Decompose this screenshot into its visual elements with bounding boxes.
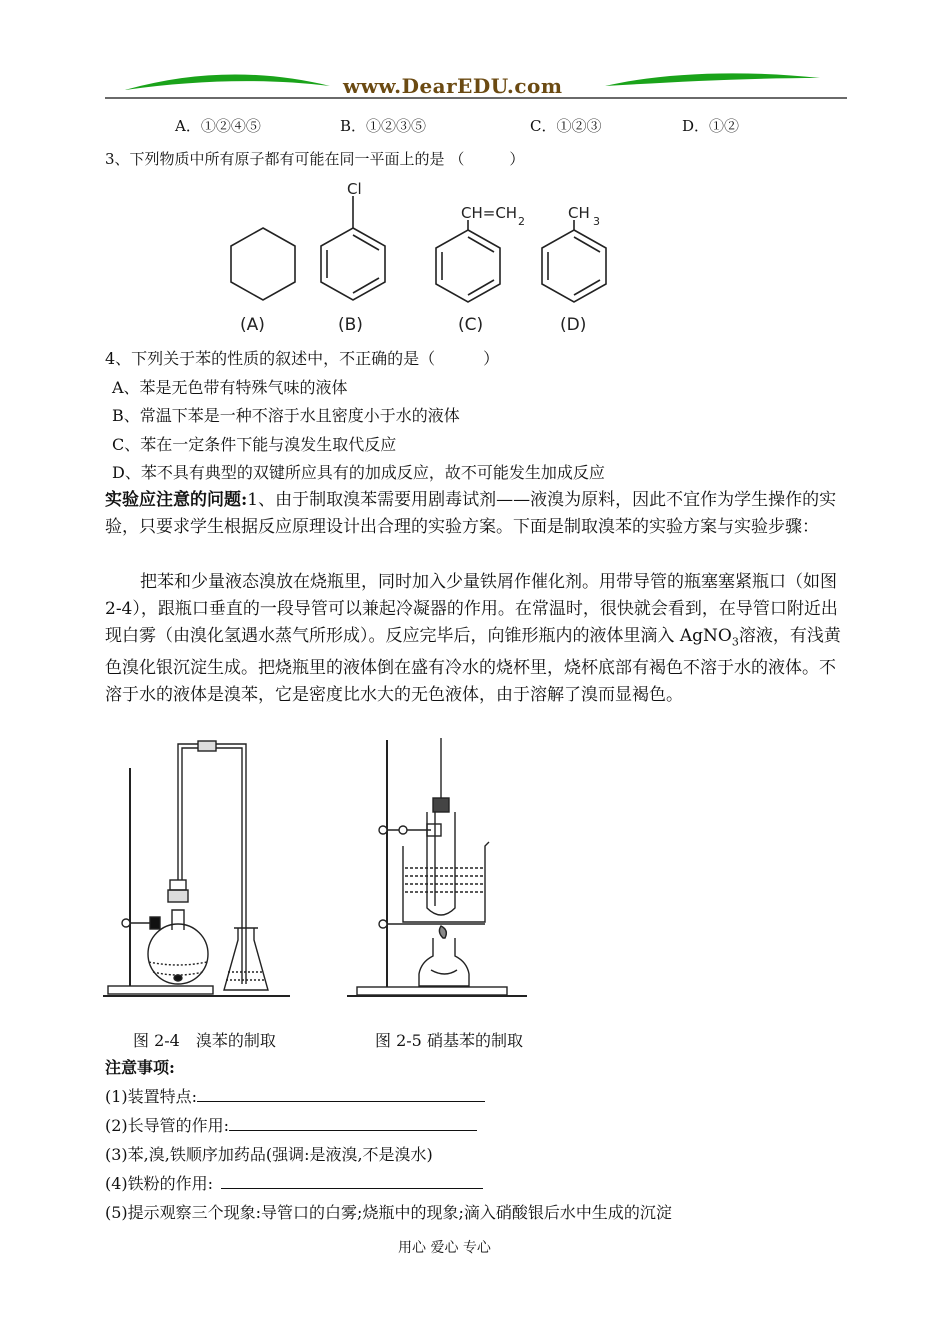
substituent-vinyl-sub: 2 [518,215,525,228]
procedure-text-b: 溶液，有浅黄色溴化银沉淀生成。把烧瓶里的液体倒在盛有冷水的烧杯里，烧杯底部有褐色不溶于水的液体。不溶于水的液体是溴苯，它是密度比水大的无色液体，由于溶解了溴而显褐色。 [105,626,841,706]
label-d: (D) [560,315,587,335]
note-item-2-blank[interactable] [229,1116,477,1131]
q2-option-a: A．①②④⑤ [175,117,261,135]
q4-option-a: A、苯是无色带有特殊气味的液体 [112,378,348,397]
q4-option-b: B、常温下苯是一种不溶于水且密度小于水的液体 [112,406,460,425]
note-item-4-text: (4)铁粉的作用: [105,1174,214,1193]
procedure-subscript: 3 [731,635,739,649]
note-item-4 [105,1171,483,1194]
figure-nitrobenzene-apparatus [345,738,530,1002]
experiment-heading: 实验应注意的问题: [105,490,248,510]
experiment-intro-text: 1、由于制取溴苯需要用剧毒试剂——液溴为原料，因此不宜作为学生操作的实验，只要求学生根据反应原理设计出合理的实验方案。下面是制取溴苯的实验方案与实验步骤： [105,490,837,537]
label-a: (A) [240,315,265,335]
q2-option-b: B．①②③⑤ [340,117,427,135]
figure-bromobenzene-apparatus [100,740,295,1002]
q3-stem: 3、下列物质中所有原子都有可能在同一平面上的是 （ ） [105,150,525,168]
figure-caption-nitrobenzene: 图 2-5 硝基苯的制取 [375,1031,523,1050]
label-c: (C) [458,315,484,335]
procedure-text-a: 把苯和少量液态溴放在烧瓶里，同时加入少量铁屑作催化剂。用带导管的瓶塞塞紧瓶口（如图2-4），跟瓶口垂直的一段导管可以兼起冷凝器的作用。在常温时，很快就会看到，在导管口附近出现白雾（由溴化氢遇水蒸气所形成）。反应完毕后，向锥形瓶内的液体里滴入 AgNO [105,572,838,646]
label-b: (B) [338,315,363,335]
q2-option-d: D．①② [682,117,740,135]
structure-a-cyclohexane [231,228,295,300]
note-item-1-blank[interactable] [197,1087,485,1102]
substituent-methyl-sub: 3 [593,215,600,228]
note-item-2-text: (2)长导管的作用: [105,1116,230,1135]
note-item-1 [105,1084,485,1107]
substituent-vinyl: CH=CH [461,204,518,222]
q4-option-c: C、苯在一定条件下能与溴发生取代反应 [112,435,397,454]
q4-option-d: D、苯不具有典型的双键所应具有的加成反应，故不可能发生加成反应 [112,463,605,482]
note-item-3: (3)苯,溴,铁顺序加药品(强调:是液溴,不是溴水) [105,1145,433,1164]
experiment-procedure [105,569,850,709]
note-item-4-blank[interactable] [221,1174,483,1189]
substituent-cl: Cl [347,180,362,198]
structure-c-styrene [436,220,500,302]
figure-caption-bromobenzene: 图 2-4 溴苯的制取 [133,1031,276,1050]
site-logo-text: www.DearEDU.com [343,74,563,98]
experiment-intro [105,487,850,541]
page-footer: 用心 爱心 专心 [398,1240,491,1256]
q3-structures [220,178,620,338]
note-item-5: (5)提示观察三个现象:导管口的白雾;烧瓶中的现象;滴入硝酸银后水中生成的沉淀 [105,1203,672,1222]
q2-option-c: C．①②③ [530,117,602,135]
notes-heading: 注意事项: [105,1058,175,1077]
note-item-2 [105,1113,477,1136]
substituent-methyl: CH [568,204,590,222]
q4-stem: 4、下列关于苯的性质的叙述中，不正确的是（ ） [105,349,500,368]
structure-d-toluene [542,220,606,302]
note-item-1-text: (1)装置特点: [105,1087,198,1106]
header-banner [105,68,847,102]
structure-b-chlorobenzene [321,196,385,300]
